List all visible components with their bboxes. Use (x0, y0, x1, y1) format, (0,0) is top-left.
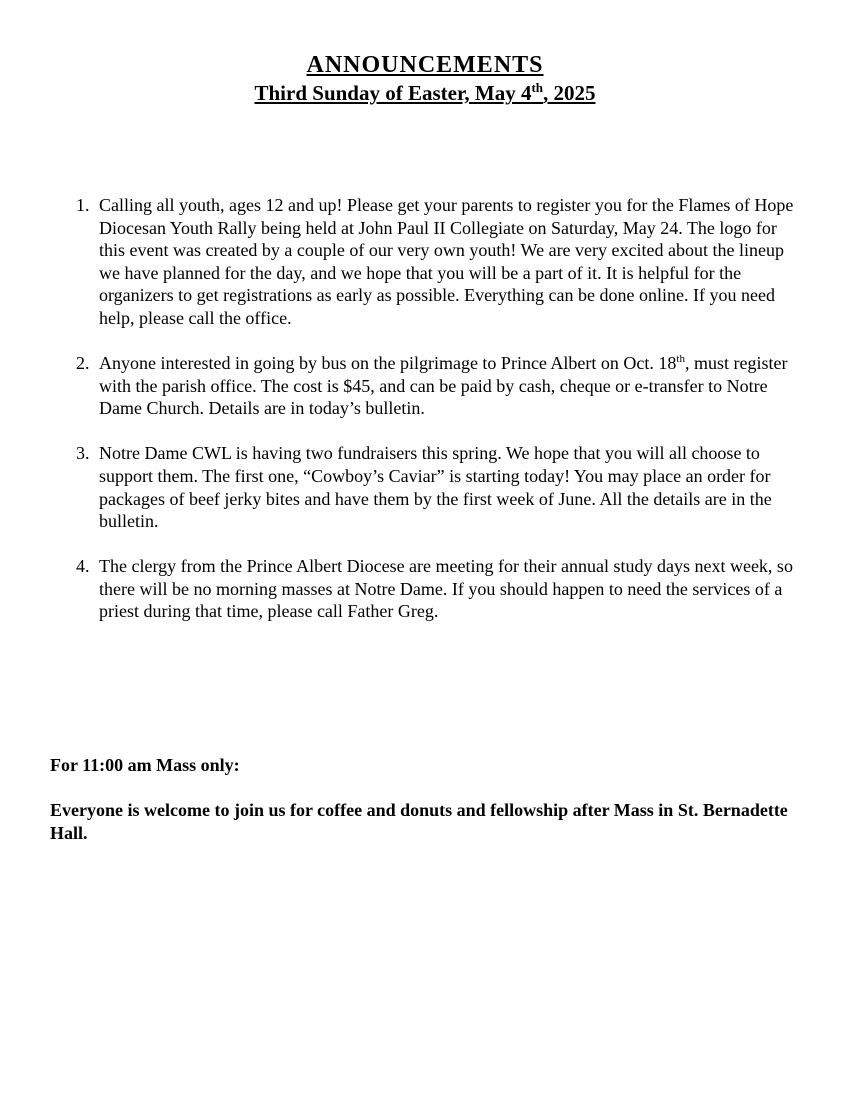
subtitle-year: , 2025 (543, 81, 596, 105)
announcement-text: The clergy from the Prince Albert Diocese are meeting for their annual study days next week, so there will be no morning masses at Notre Dame. If you should happen to need the services of a priest during that time, please call Father Greg. (99, 556, 793, 622)
announcement-item-3 (0, 442, 850, 532)
announcement-item-1 (0, 194, 850, 330)
page-subtitle (0, 80, 850, 106)
announcement-list (0, 194, 850, 646)
announcement-text (99, 353, 787, 418)
announcement-text-part: Anyone interested in going by bus on the pilgrimage to Prince Albert on Oct. 18 (99, 353, 677, 374)
announcement-number: 1. (76, 195, 90, 215)
announcement-item-4 (0, 555, 850, 623)
page-title: ANNOUNCEMENTS (306, 52, 544, 78)
mass-notice-heading: For 11:00 am Mass only: (50, 755, 240, 775)
ordinal-suffix: th (676, 353, 685, 366)
announcement-text-part: , must register with the parish office. The cost is $45, and can be paid by cash, cheque or e-transfer to Notre Dame Church. Details are in today’s bulletin. (99, 353, 788, 419)
announcement-text: Notre Dame CWL is having two fundraisers this spring. We hope that you will all choose to support them. The first one, “Cowboy’s Caviar” is starting today! You may place an order for packages of beef jerky bites and have them by the first week of June. All the details are in the bulletin. (99, 443, 772, 532)
announcement-number: 4. (76, 556, 90, 577)
document-header (0, 50, 850, 106)
announcement-number: 3. (76, 443, 90, 464)
announcement-item-2 (0, 352, 850, 420)
announcement-number: 2. (76, 353, 90, 374)
mass-notice (50, 754, 810, 867)
mass-notice-text: Everyone is welcome to join us for coffee and donuts and fellowship after Mass in St. Bernadette Hall. (50, 800, 788, 843)
subtitle-ordinal: th (531, 80, 543, 95)
announcement-text: Calling all youth, ages 12 and up! Please get your parents to register you for the Flames of Hope Diocesan Youth Rally being held at John Paul II Collegiate on Saturday, May 24. The logo for this event was created by a couple of our very own youth! We are very excited about the lineup we have planned for the day, and we hope that you will be a part of it. It is helpful for the organizers to get registrations as early as possible. Everything can be done online. If you need help, please call the office. (99, 195, 794, 328)
subtitle-text: Third Sunday of Easter, May 4 (254, 81, 532, 105)
